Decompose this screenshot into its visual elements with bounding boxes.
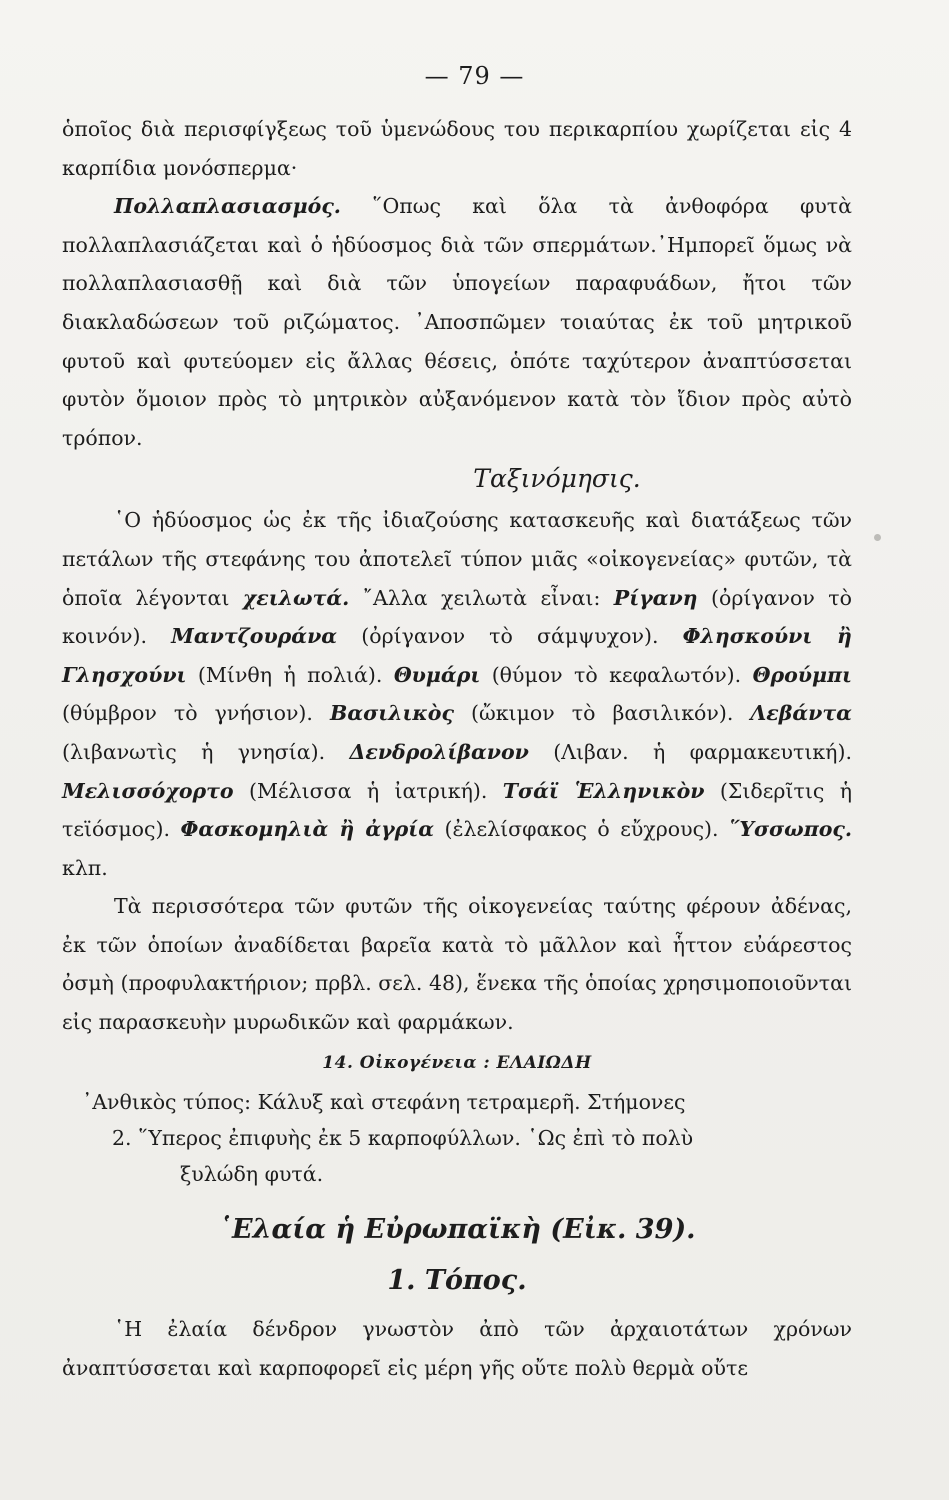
family-description-line-2: 2. ῞Υπερος ἐπιφυὴς ἐκ 5 καρποφύλλων. ῾Ως ἐπὶ τὸ πολὺ xyxy=(112,1126,694,1151)
plant-name: Ρίγανη xyxy=(613,585,698,610)
propagation-heading: Πολλαπλασιασμός. xyxy=(114,194,341,219)
plant-latin-name: (Λιβαν. ἡ φαρμακευτική). xyxy=(553,739,852,764)
taxonomy-text: ῾Ο ἡδύοσμος ὡς ἐκ τῆς ἰδιαζούσης κατασκευῆς καὶ διατάξεως τῶν πετάλων τῆς στεφάνης του ἀποτελεῖ τύπον μιᾶς «οἰκογενείας» φυτῶν, τὰ ὁποῖα λέγονται xyxy=(62,508,852,610)
plant-latin-name: (λιβανωτὶς ἡ γνησία). xyxy=(62,739,326,764)
plant-name: ῞Υσσωπος. xyxy=(729,817,852,842)
paragraph-seed-description: ὁποῖος διὰ περισφίγξεως τοῦ ὑμενώδους του περικαρπίου χωρίζεται εἰς 4 καρπίδια μονόσπερμα· xyxy=(62,117,852,180)
plant-latin-name: (ὀρίγανον τὸ σάμψυχον). xyxy=(361,624,659,649)
plant-name: Λεβάντα xyxy=(750,701,852,726)
family-description-line-1: ᾿Ανθικὸς τύπος: Κάλυξ καὶ στεφάνη τετραμερῆ. Στήμονες xyxy=(82,1090,686,1115)
plant-name: Θρούμπι xyxy=(752,662,852,687)
plant-name: Μελισσόχορτο xyxy=(62,778,234,803)
paragraph-glands: Τὰ περισσότερα τῶν φυτῶν τῆς οἰκογενείας ταύτης φέρουν ἀδένας, ἐκ τῶν ὁποίων ἀναδίδεται βαρεῖα κατὰ τὸ μᾶλλον καὶ ἧττον εὐάρεστος ὀσμὴ (προφυλακτήριον; πρβλ. σελ. 48), ἕνεκα τῆς ὁποίας χρησιμοποιοῦνται εἰς παρασκευὴν μυρωδικῶν καὶ φαρμάκων. xyxy=(62,894,852,1035)
plant-latin-name: (θύμον τὸ κεφαλωτόν). xyxy=(491,662,742,687)
main-heading: ῾Ελαία ἡ Εὐρωπαϊκὴ (Εἰκ. 39). xyxy=(218,1214,696,1246)
plant-latin-name: (θύμβρον τὸ γνήσιον). xyxy=(62,701,313,726)
plant-group-name: χειλωτά. xyxy=(242,585,350,610)
plant-latin-name: (Μέλισσα ἡ ἰατρική). xyxy=(248,778,488,803)
family-description-line-3: ξυλώδη φυτά. xyxy=(180,1162,324,1187)
propagation-text: ῞Οπως καὶ ὅλα τὰ ἀνθοφόρα φυτὰ πολλαπλασιάζεται καὶ ὁ ἡδύοσμος διὰ τῶν σπερμάτων.᾿Ημπορεῖ ὅμως νὰ πολλαπλασιασθῇ καὶ διὰ τῶν ὑπογείων παραφυάδων, ἤτοι τῶν διακλαδώσεων τοῦ ριζώματος. ᾿Αποσπῶμεν τοιαύτας ἐκ τοῦ μητρικοῦ φυτοῦ καὶ φυτεύομεν εἰς ἄλλας θέσεις, ὁπότε ταχύτερον ἀναπτύσσεται φυτὸν ὅμοιον πρὸς τὸ μητρικὸν αὐξανόμενον κατὰ τὸν ἴδιον πρὸς αὐτὸ τρόπον. xyxy=(62,194,852,450)
paragraph-olive-location: ῾Η ἐλαία δένδρον γνωστὸν ἀπὸ τῶν ἀρχαιοτάτων χρόνων ἀναπτύσσεται καὶ καρποφορεῖ εἰς μέρη γῆς οὔτε πολὺ θερμὰ οὔτε xyxy=(62,1317,852,1380)
plant-name: Θυμάρι xyxy=(393,662,481,687)
plant-latin-name: (ὀρίγανον τὸ κοινόν). xyxy=(62,585,852,649)
plant-name: Φασκομηλιὰ ἢ ἀγρία xyxy=(180,817,434,842)
plant-name: Τσάϊ Ἑλληνικὸν xyxy=(502,778,705,803)
family-label: 14. Οἰκογένεια : ΕΛΑΙΩΔΗ xyxy=(322,1052,592,1073)
taxonomy-text: κλπ. xyxy=(62,855,108,880)
plant-name: Βασιλικὸς xyxy=(330,701,454,726)
page-number: — 79 — xyxy=(424,62,525,90)
plant-latin-name: (ὤκιμον τὸ βασιλικόν). xyxy=(471,701,734,726)
plant-name: Φλησκούνι ἢ Γλησχούνι xyxy=(62,624,852,687)
page-body xyxy=(62,110,852,1387)
plant-name: Μαντζουράνα xyxy=(171,624,338,649)
plant-latin-name: (Μίνθη ἡ πολιά). xyxy=(197,662,383,687)
margin-dot xyxy=(874,534,881,541)
paragraph-taxonomy xyxy=(62,501,852,887)
paragraph-propagation xyxy=(62,187,852,457)
section-title-taxonomy: Ταξινόμησις. xyxy=(473,464,641,494)
taxonomy-text: ῎Αλλα χειλωτὰ εἶναι: xyxy=(362,585,601,610)
sub-heading: 1. Τόπος. xyxy=(387,1265,527,1297)
plant-name: Δενδρολίβανον xyxy=(349,739,529,764)
plant-latin-name: (ἐλελίσφακος ὁ εὔχρους). xyxy=(444,817,719,842)
plant-latin-name: (Σιδερῖτις ἡ τεϊόσμος). xyxy=(62,778,852,842)
